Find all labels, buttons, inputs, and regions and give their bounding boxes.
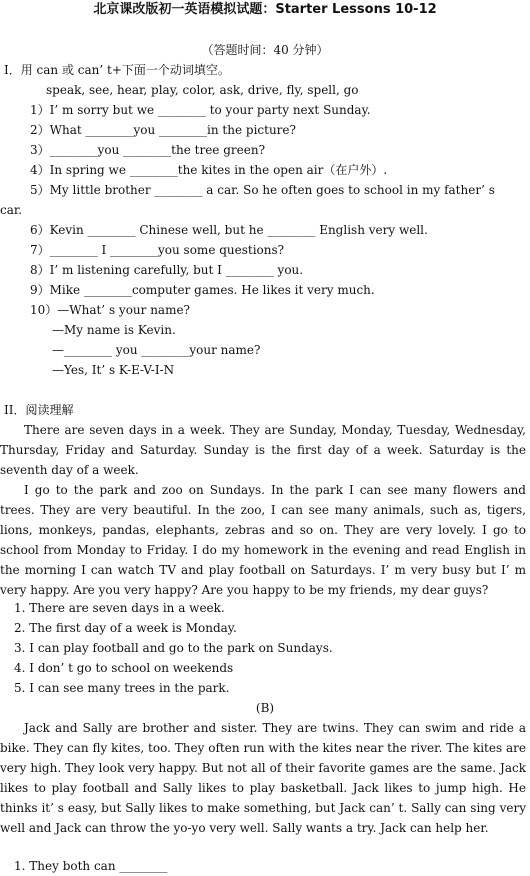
fill-item: 3）________you ________the tree green? xyxy=(30,143,266,157)
exam-title: 北京课改版初一英语模拟试题：Starter Lessons 10-12 xyxy=(93,2,437,17)
section1-heading: I．用 can 或 can’ t+下面一个动词填空。 xyxy=(4,63,230,77)
fill-item-continuation: car. xyxy=(0,203,23,217)
section2-heading: II．阅读理解 xyxy=(4,403,74,417)
fill-item: 10）—What’ s your name? xyxy=(30,303,190,317)
statement: 2. The first day of a week is Monday. xyxy=(14,621,237,635)
fill-item: 9）Mike ________computer games. He likes it very much. xyxy=(30,283,375,297)
fill-item: 5）My little brother ________ a car. So he often goes to school in my father’ s xyxy=(30,183,495,197)
fill-item: 4）In spring we ________the kites in the open air（在户外）. xyxy=(30,163,388,177)
fill-item: 8）I’ m listening carefully, but I ________ you. xyxy=(30,263,304,277)
passage-b xyxy=(0,718,526,838)
fill-item: 7）________ I ________you some questions? xyxy=(30,243,285,257)
dialogue-line: —________ you ________your name? xyxy=(52,343,261,357)
word-bank: speak, see, hear, play, color, ask, drive, fly, spell, go xyxy=(46,83,359,97)
statement: 3. I can play football and go to the park on Sundays. xyxy=(14,641,333,655)
passage-a-paragraph: I go to the park and zoo on Sundays. In the park I can see many flowers and trees. They are very beautiful. In the zoo, I can see many animals, such as, tigers, lions, monkeys, pandas, elephants, zebras and so on. They are very lovely. I go to school from Monday to Friday. I do my homework in the evening and read English in the morning I can watch TV and play football on Saturdays. I’ m very busy but I’ m very happy. Are you very happy? Are you happy to be my friends, my dear guys? xyxy=(0,483,526,597)
dialogue-line: —Yes, It’ s K-E-V-I-N xyxy=(52,363,175,377)
fill-item: 6）Kevin ________ Chinese well, but he ________ English very well. xyxy=(30,223,428,237)
statement: 5. I can see many trees in the park. xyxy=(14,681,230,695)
fill-item: 2）What ________you ________in the picture? xyxy=(30,123,296,137)
question: 1. They both can ________ xyxy=(14,859,168,873)
passage-a-paragraph: There are seven days in a week. They are Sunday, Monday, Tuesday, Wednesday, Thursday, Friday and Saturday. Sunday is the first day of a week. Saturday is the seventh day of a week. xyxy=(0,423,526,477)
fill-item: 1）I’ m sorry but we ________ to your party next Sunday. xyxy=(30,103,371,117)
dialogue-line: —My name is Kevin. xyxy=(52,323,176,337)
passage-b-paragraph: Jack and Sally are brother and sister. They are twins. They can swim and ride a bike. They can fly kites, too. They often run with the kites near the river. The kites are very high. They look very happy. But not all of their favorite games are the same. Jack likes to play football and Sally likes to play basketball. Jack likes to jump high. He thinks it’ s easy, but Sally likes to make something, but Jack can’ t. Sally can sing very well and Jack can throw the yo-yo very well. Sally wants a try. Jack can help her. xyxy=(0,721,526,835)
part-b-label: (B) xyxy=(255,701,275,715)
statement: 4. I don’ t go to school on weekends xyxy=(14,661,234,675)
passage-a xyxy=(0,420,526,600)
statement: 1. There are seven days in a week. xyxy=(14,601,225,615)
time-note: （答题时间：40 分钟） xyxy=(201,43,329,57)
